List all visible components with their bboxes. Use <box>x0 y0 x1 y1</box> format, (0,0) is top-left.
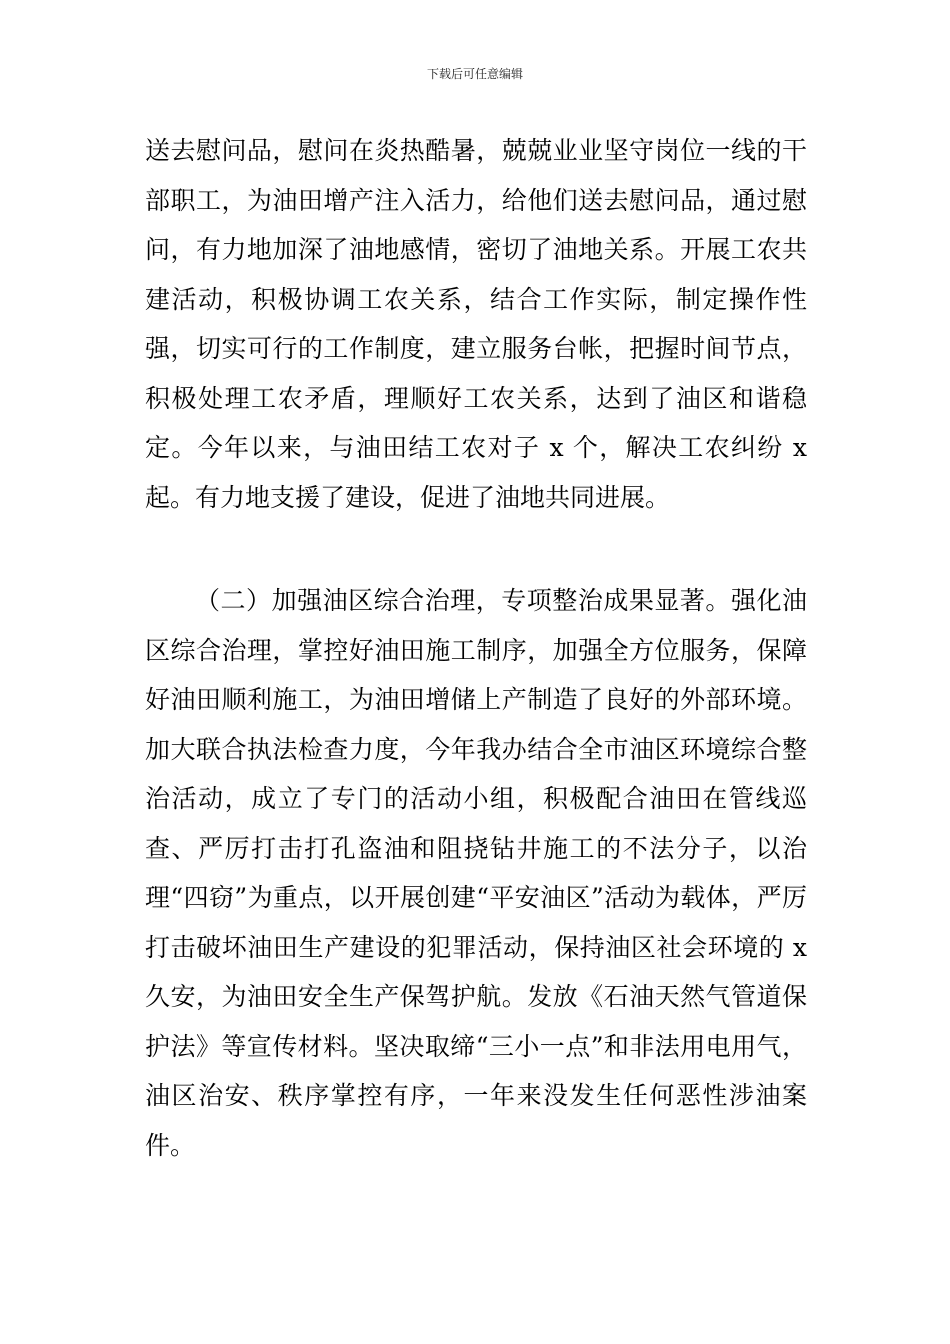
paragraph-2-block <box>145 576 807 1170</box>
page-header: 下载后可任意编辑 <box>426 67 523 81</box>
paragraph-2: （二）加强油区综合治理，专项整治成果显著。强化油区综合治理，掌控好油田施工制序，加强全方位服务，保障好油田顺利施工，为油田增储上产制造了良好的外部环境。加大联合执法检查力度，今年我办结合全市油区环境综合整治活动，成立了专门的活动小组，积极配合油田在管线巡查、严厉打击打孔盗油和阻挠钻井施工的不法分子，以治理“四窃”为重点，以开展创建“平安油区”活动为载体，严厉打击破坏油田生产建设的犯罪活动，保持油区社会环境的 x 久安，为油田安全生产保驾护航。发放《石油天然气管道保护法》等宣传材料。坚决取缔“三小一点”和非法用电用气，油区治安、秩序掌控有序，一年来没发生任何恶性涉油案件。 <box>145 586 807 1160</box>
paragraph-1: 送去慰问品，慰问在炎热酷暑，兢兢业业坚守岗位一线的干部职工，为油田增产注入活力，给他们送去慰问品，通过慰问，有力地加深了油地感情，密切了油地关系。开展工农共建活动，积极协调工农关系，结合工作实际，制定操作性强，切实可行的工作制度，建立服务台帐，把握时间节点，积极处理工农矛盾，理顺好工农关系，达到了油区和谐稳定。今年以来，与油田结工农对子 x 个，解决工农纠纷 x 起。有力地支援了建设，促进了油地共同进展。 <box>145 136 807 512</box>
paragraph-1-block <box>145 126 807 522</box>
